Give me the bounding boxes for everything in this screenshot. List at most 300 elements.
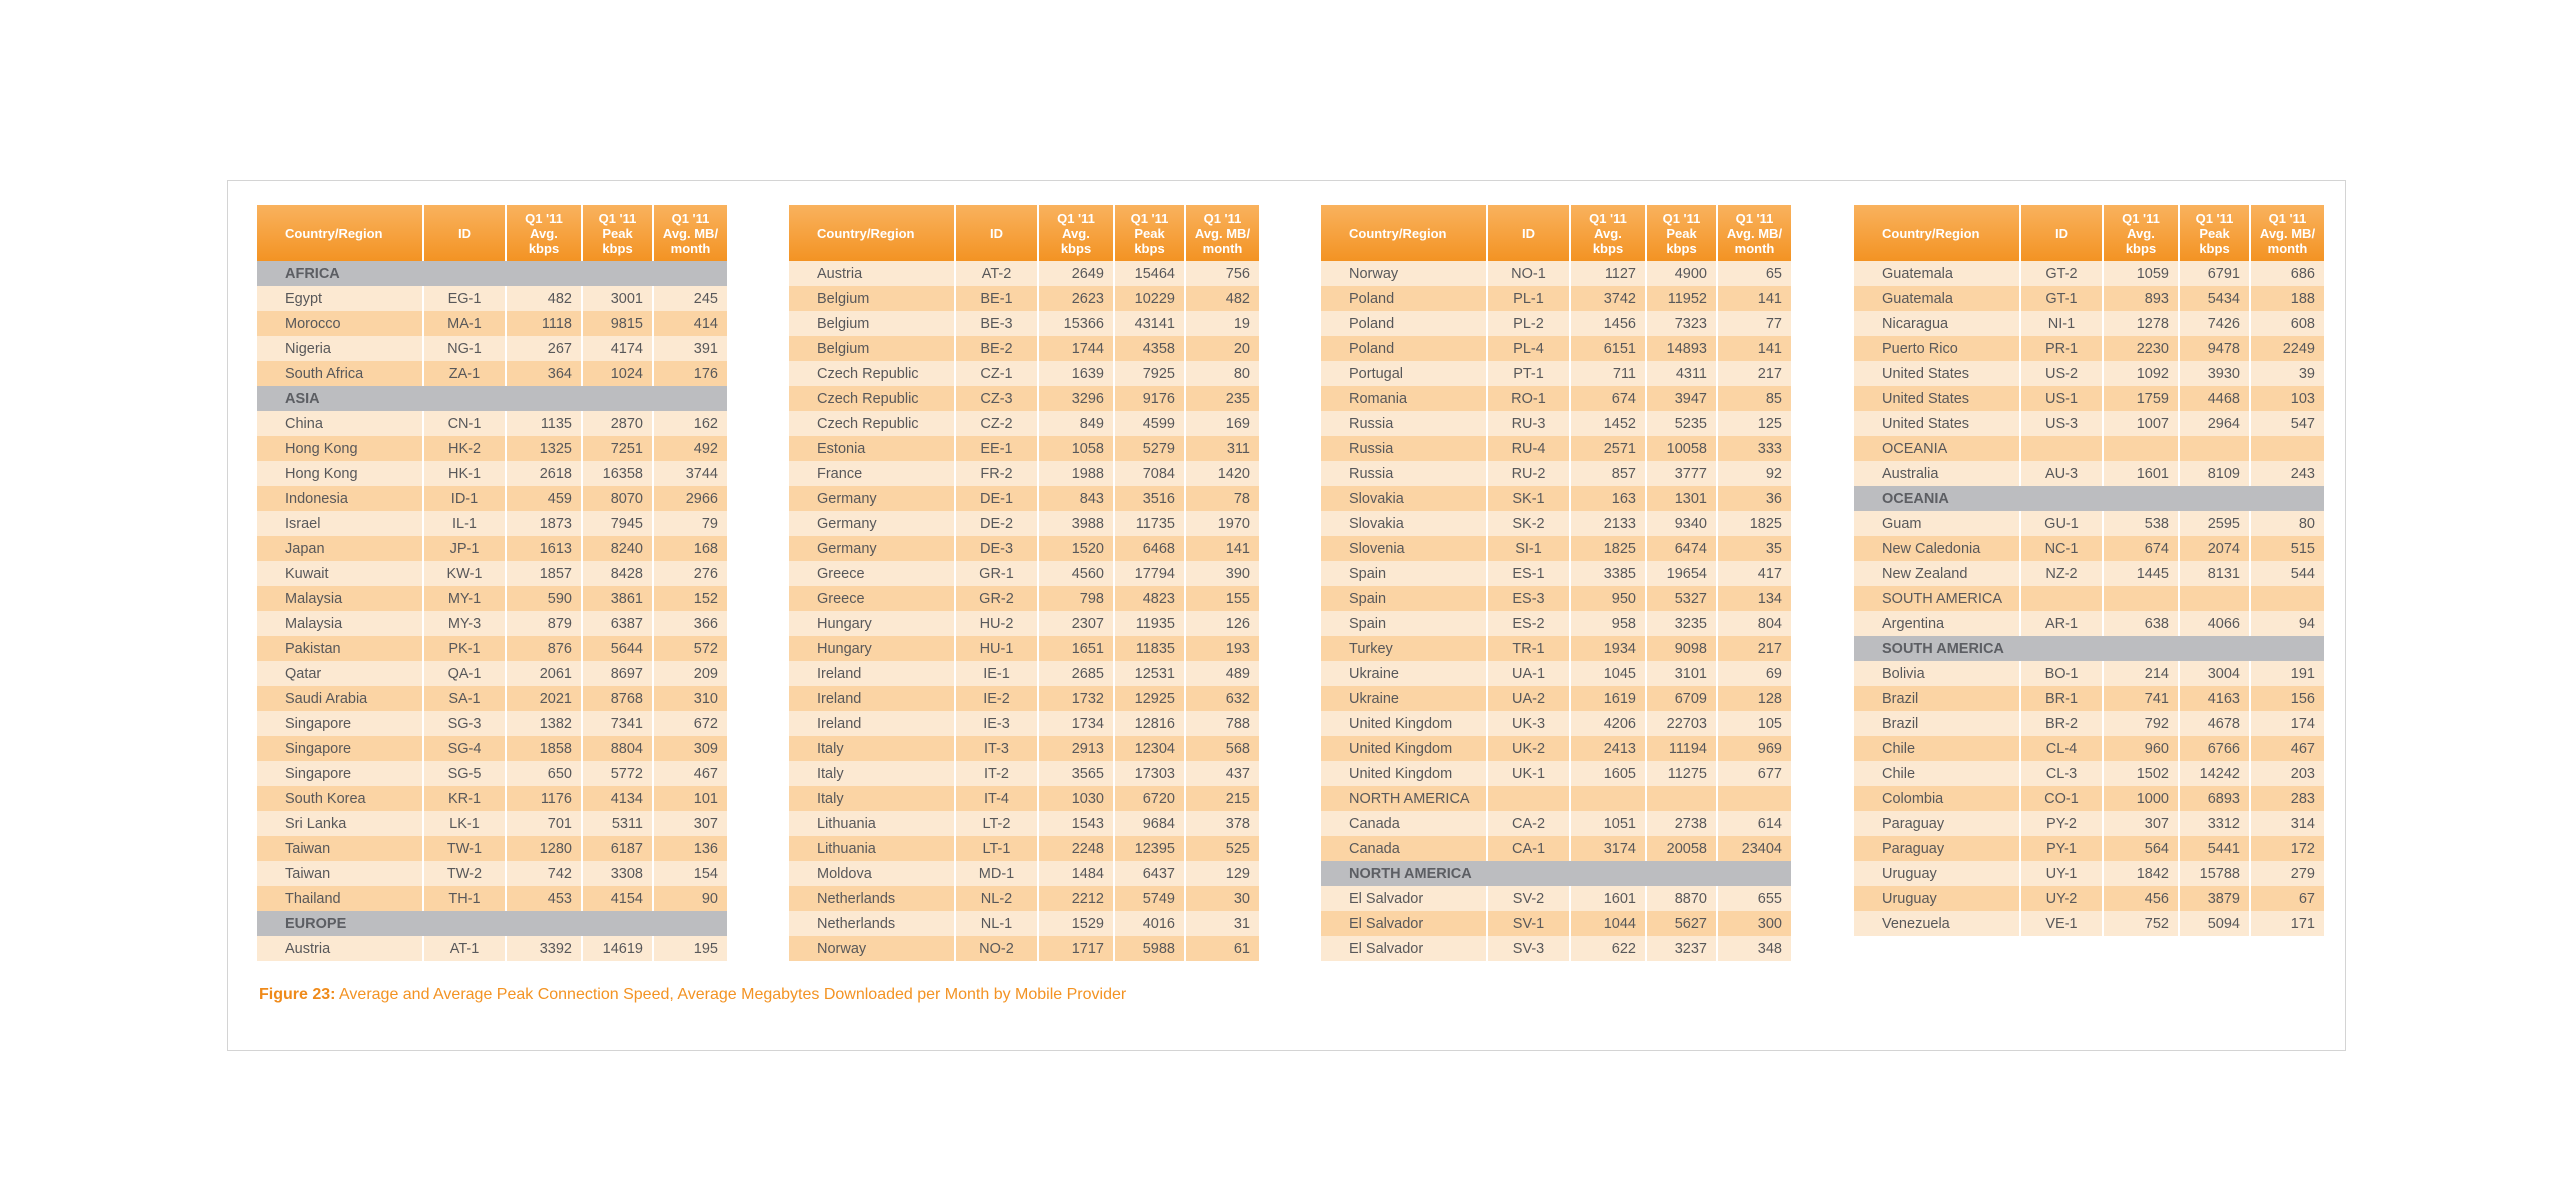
- peak-kbps-cell: 12925: [1114, 686, 1185, 711]
- peak-kbps-cell: 6187: [582, 836, 653, 861]
- country-cell: Indonesia: [257, 486, 423, 511]
- id-cell: UK-2: [1487, 736, 1570, 761]
- table-row: [789, 536, 1259, 561]
- peak-kbps-cell: 3879: [2179, 886, 2250, 911]
- peak-kbps-cell: 5749: [1114, 886, 1185, 911]
- avg-mb-cell: 85: [1717, 386, 1791, 411]
- avg-mb-cell: 125: [1717, 411, 1791, 436]
- id-cell: BR-1: [2020, 686, 2103, 711]
- peak-kbps-cell: 19654: [1646, 561, 1717, 586]
- table-row: [789, 661, 1259, 686]
- id-cell: BE-3: [955, 311, 1038, 336]
- avg-kbps-cell: 1858: [506, 736, 582, 761]
- avg-mb-cell: 188: [2250, 286, 2324, 311]
- country-cell: New Zealand: [1854, 561, 2020, 586]
- avg-mb-cell: 348: [1717, 936, 1791, 961]
- country-cell: Puerto Rico: [1854, 336, 2020, 361]
- table-row: [1321, 786, 1791, 811]
- avg-kbps-cell: 876: [506, 636, 582, 661]
- peak-kbps-cell: 4016: [1114, 911, 1185, 936]
- table-row: [1321, 711, 1791, 736]
- country-cell: Guam: [1854, 511, 2020, 536]
- country-cell: Israel: [257, 511, 423, 536]
- avg-mb-cell: 94: [2250, 611, 2324, 636]
- id-cell: CL-3: [2020, 761, 2103, 786]
- avg-mb-cell: [2250, 586, 2324, 611]
- avg-kbps-cell: 1934: [1570, 636, 1646, 661]
- peak-kbps-cell: 1024: [582, 361, 653, 386]
- id-cell: NG-1: [423, 336, 506, 361]
- table-row: [1321, 461, 1791, 486]
- avg-mb-cell: 19: [1185, 311, 1259, 336]
- id-cell: SV-3: [1487, 936, 1570, 961]
- id-cell: PL-4: [1487, 336, 1570, 361]
- avg-mb-cell: 608: [2250, 311, 2324, 336]
- country-cell: Guatemala: [1854, 286, 2020, 311]
- id-cell: LT-2: [955, 811, 1038, 836]
- avg-kbps-cell: 1605: [1570, 761, 1646, 786]
- avg-kbps-cell: 2230: [2103, 336, 2179, 361]
- header-avg-kbps: Q1 '11 Avg. kbps: [1038, 205, 1114, 261]
- peak-kbps-cell: 9478: [2179, 336, 2250, 361]
- avg-kbps-cell: 1842: [2103, 861, 2179, 886]
- table-row: [257, 361, 727, 386]
- id-cell: GT-2: [2020, 261, 2103, 286]
- peak-kbps-cell: 8768: [582, 686, 653, 711]
- peak-kbps-cell: 3312: [2179, 811, 2250, 836]
- peak-kbps-cell: 5311: [582, 811, 653, 836]
- region-header-row: [1854, 636, 2324, 661]
- id-cell: QA-1: [423, 661, 506, 686]
- avg-mb-cell: 547: [2250, 411, 2324, 436]
- table-row: [1854, 361, 2324, 386]
- country-cell: United States: [1854, 386, 2020, 411]
- avg-kbps-cell: 2307: [1038, 611, 1114, 636]
- country-cell: Italy: [789, 786, 955, 811]
- peak-kbps-cell: 8697: [582, 661, 653, 686]
- avg-kbps-cell: 2649: [1038, 261, 1114, 286]
- avg-kbps-cell: 4206: [1570, 711, 1646, 736]
- country-cell: France: [789, 461, 955, 486]
- country-cell: United States: [1854, 411, 2020, 436]
- peak-kbps-cell: 4134: [582, 786, 653, 811]
- avg-kbps-cell: 6151: [1570, 336, 1646, 361]
- avg-mb-cell: 169: [1185, 411, 1259, 436]
- id-cell: BE-1: [955, 286, 1038, 311]
- avg-kbps-cell: 950: [1570, 586, 1646, 611]
- table-row: [1854, 536, 2324, 561]
- avg-mb-cell: 203: [2250, 761, 2324, 786]
- id-cell: DE-2: [955, 511, 1038, 536]
- table-row: [257, 686, 727, 711]
- country-cell: Russia: [1321, 461, 1487, 486]
- country-cell: Hungary: [789, 636, 955, 661]
- avg-kbps-cell: 2571: [1570, 436, 1646, 461]
- peak-kbps-cell: 7925: [1114, 361, 1185, 386]
- avg-mb-cell: 141: [1185, 536, 1259, 561]
- table-row: [257, 761, 727, 786]
- table-row: [1321, 261, 1791, 286]
- id-cell: LK-1: [423, 811, 506, 836]
- peak-kbps-cell: 2738: [1646, 811, 1717, 836]
- id-cell: MD-1: [955, 861, 1038, 886]
- country-cell: Czech Republic: [789, 386, 955, 411]
- peak-kbps-cell: 20058: [1646, 836, 1717, 861]
- header-peak-kbps: Q1 '11 Peak kbps: [582, 205, 653, 261]
- avg-mb-cell: 78: [1185, 486, 1259, 511]
- avg-kbps-cell: 3174: [1570, 836, 1646, 861]
- region-header-row: [1321, 861, 1791, 886]
- avg-kbps-cell: 1988: [1038, 461, 1114, 486]
- country-cell: Slovakia: [1321, 486, 1487, 511]
- id-cell: US-3: [2020, 411, 2103, 436]
- id-cell: ZA-1: [423, 361, 506, 386]
- country-cell: Argentina: [1854, 611, 2020, 636]
- avg-kbps-cell: 1007: [2103, 411, 2179, 436]
- avg-mb-cell: 35: [1717, 536, 1791, 561]
- avg-mb-cell: 1825: [1717, 511, 1791, 536]
- avg-mb-cell: 414: [653, 311, 727, 336]
- avg-mb-cell: 154: [653, 861, 727, 886]
- avg-kbps-cell: 1127: [1570, 261, 1646, 286]
- avg-mb-cell: 2249: [2250, 336, 2324, 361]
- avg-kbps-cell: 1734: [1038, 711, 1114, 736]
- avg-kbps-cell: 1520: [1038, 536, 1114, 561]
- avg-mb-cell: 105: [1717, 711, 1791, 736]
- id-cell: GR-2: [955, 586, 1038, 611]
- peak-kbps-cell: 12531: [1114, 661, 1185, 686]
- id-cell: BO-1: [2020, 661, 2103, 686]
- avg-kbps-cell: 459: [506, 486, 582, 511]
- avg-mb-cell: 30: [1185, 886, 1259, 911]
- table-row: [1854, 886, 2324, 911]
- peak-kbps-cell: 17303: [1114, 761, 1185, 786]
- id-cell: KR-1: [423, 786, 506, 811]
- id-cell: MY-3: [423, 611, 506, 636]
- table-row: [1321, 686, 1791, 711]
- country-cell: Guatemala: [1854, 261, 2020, 286]
- id-cell: TW-2: [423, 861, 506, 886]
- avg-mb-cell: 217: [1717, 361, 1791, 386]
- id-cell: JP-1: [423, 536, 506, 561]
- country-cell: China: [257, 411, 423, 436]
- table-row: [1321, 586, 1791, 611]
- country-cell: New Caledonia: [1854, 536, 2020, 561]
- peak-kbps-cell: 11194: [1646, 736, 1717, 761]
- avg-kbps-cell: 3385: [1570, 561, 1646, 586]
- table-row: [789, 636, 1259, 661]
- peak-kbps-cell: 12816: [1114, 711, 1185, 736]
- country-cell: Slovakia: [1321, 511, 1487, 536]
- avg-kbps-cell: 1613: [506, 536, 582, 561]
- avg-mb-cell: 156: [2250, 686, 2324, 711]
- id-cell: IE-2: [955, 686, 1038, 711]
- peak-kbps-cell: 4154: [582, 886, 653, 911]
- id-cell: PY-2: [2020, 811, 2103, 836]
- table-row: [257, 611, 727, 636]
- avg-mb-cell: 655: [1717, 886, 1791, 911]
- avg-mb-cell: 92: [1717, 461, 1791, 486]
- id-cell: RU-4: [1487, 436, 1570, 461]
- country-cell: Poland: [1321, 286, 1487, 311]
- country-cell: Canada: [1321, 836, 1487, 861]
- header-row: [1854, 205, 2324, 261]
- table-row: [1854, 461, 2324, 486]
- table-row: [1854, 811, 2324, 836]
- avg-mb-cell: 366: [653, 611, 727, 636]
- avg-mb-cell: 279: [2250, 861, 2324, 886]
- avg-kbps-cell: 650: [506, 761, 582, 786]
- id-cell: TR-1: [1487, 636, 1570, 661]
- avg-mb-cell: 245: [653, 286, 727, 311]
- country-cell: Ukraine: [1321, 661, 1487, 686]
- country-cell: Hong Kong: [257, 436, 423, 461]
- avg-kbps-cell: 163: [1570, 486, 1646, 511]
- id-cell: NC-1: [2020, 536, 2103, 561]
- table-row: [789, 611, 1259, 636]
- avg-kbps-cell: 307: [2103, 811, 2179, 836]
- country-cell: Paraguay: [1854, 836, 2020, 861]
- avg-kbps-cell: 1759: [2103, 386, 2179, 411]
- id-cell: RU-2: [1487, 461, 1570, 486]
- avg-mb-cell: 489: [1185, 661, 1259, 686]
- table-row: [257, 336, 727, 361]
- header-id: ID: [1487, 205, 1570, 261]
- avg-kbps-cell: 2685: [1038, 661, 1114, 686]
- avg-mb-cell: [2250, 436, 2324, 461]
- avg-mb-cell: 969: [1717, 736, 1791, 761]
- avg-mb-cell: 79: [653, 511, 727, 536]
- table-row: [257, 311, 727, 336]
- table-row: [789, 361, 1259, 386]
- peak-kbps-cell: 14893: [1646, 336, 1717, 361]
- avg-mb-cell: 31: [1185, 911, 1259, 936]
- id-cell: SK-1: [1487, 486, 1570, 511]
- avg-mb-cell: 467: [653, 761, 727, 786]
- avg-mb-cell: 515: [2250, 536, 2324, 561]
- peak-kbps-cell: 12395: [1114, 836, 1185, 861]
- avg-kbps-cell: 1502: [2103, 761, 2179, 786]
- avg-mb-cell: 614: [1717, 811, 1791, 836]
- avg-kbps-cell: 2212: [1038, 886, 1114, 911]
- peak-kbps-cell: 6437: [1114, 861, 1185, 886]
- country-cell: United Kingdom: [1321, 761, 1487, 786]
- avg-mb-cell: 162: [653, 411, 727, 436]
- header-id: ID: [955, 205, 1038, 261]
- table-row: [789, 861, 1259, 886]
- peak-kbps-cell: 11935: [1114, 611, 1185, 636]
- id-cell: EE-1: [955, 436, 1038, 461]
- avg-kbps-cell: 1717: [1038, 936, 1114, 961]
- table-row: [789, 811, 1259, 836]
- avg-mb-cell: 3744: [653, 461, 727, 486]
- table-row: [1854, 686, 2324, 711]
- avg-kbps-cell: 741: [2103, 686, 2179, 711]
- avg-kbps-cell: 958: [1570, 611, 1646, 636]
- avg-kbps-cell: 2413: [1570, 736, 1646, 761]
- id-cell: KW-1: [423, 561, 506, 586]
- avg-mb-cell: 217: [1717, 636, 1791, 661]
- peak-kbps-cell: 6387: [582, 611, 653, 636]
- region-header-row: [257, 911, 727, 936]
- id-cell: UA-2: [1487, 686, 1570, 711]
- table-row: [1854, 411, 2324, 436]
- avg-kbps-cell: 2133: [1570, 511, 1646, 536]
- country-cell: United Kingdom: [1321, 736, 1487, 761]
- country-cell: Australia: [1854, 461, 2020, 486]
- peak-kbps-cell: 6468: [1114, 536, 1185, 561]
- peak-kbps-cell: 8070: [582, 486, 653, 511]
- avg-mb-cell: 141: [1717, 336, 1791, 361]
- avg-kbps-cell: 1176: [506, 786, 582, 811]
- country-cell: El Salvador: [1321, 911, 1487, 936]
- peak-kbps-cell: 9815: [582, 311, 653, 336]
- table-row: [789, 836, 1259, 861]
- peak-kbps-cell: 7341: [582, 711, 653, 736]
- table-row: [789, 311, 1259, 336]
- avg-mb-cell: 61: [1185, 936, 1259, 961]
- peak-kbps-cell: 6720: [1114, 786, 1185, 811]
- avg-kbps-cell: 267: [506, 336, 582, 361]
- peak-kbps-cell: 7084: [1114, 461, 1185, 486]
- id-cell: MY-1: [423, 586, 506, 611]
- avg-mb-cell: 155: [1185, 586, 1259, 611]
- peak-kbps-cell: 7426: [2179, 311, 2250, 336]
- country-cell: Brazil: [1854, 686, 2020, 711]
- country-cell: Russia: [1321, 411, 1487, 436]
- avg-mb-cell: 134: [1717, 586, 1791, 611]
- table-row: [1854, 661, 2324, 686]
- avg-mb-cell: 1970: [1185, 511, 1259, 536]
- avg-mb-cell: 788: [1185, 711, 1259, 736]
- country-cell: Kuwait: [257, 561, 423, 586]
- id-cell: SI-1: [1487, 536, 1570, 561]
- country-cell: Thailand: [257, 886, 423, 911]
- avg-mb-cell: 492: [653, 436, 727, 461]
- id-cell: CZ-2: [955, 411, 1038, 436]
- country-cell: OCEANIA: [1854, 436, 2020, 461]
- id-cell: CA-1: [1487, 836, 1570, 861]
- avg-mb-cell: 307: [653, 811, 727, 836]
- country-cell: Malaysia: [257, 586, 423, 611]
- peak-kbps-cell: 9684: [1114, 811, 1185, 836]
- table-row: [257, 636, 727, 661]
- avg-kbps-cell: 674: [2103, 536, 2179, 561]
- peak-kbps-cell: 5772: [582, 761, 653, 786]
- country-cell: Russia: [1321, 436, 1487, 461]
- avg-mb-cell: 128: [1717, 686, 1791, 711]
- avg-mb-cell: 67: [2250, 886, 2324, 911]
- avg-kbps-cell: 1280: [506, 836, 582, 861]
- id-cell: NO-1: [1487, 261, 1570, 286]
- peak-kbps-cell: 11952: [1646, 286, 1717, 311]
- avg-kbps-cell: 482: [506, 286, 582, 311]
- avg-mb-cell: 171: [2250, 911, 2324, 936]
- avg-mb-cell: 417: [1717, 561, 1791, 586]
- avg-kbps-cell: 1744: [1038, 336, 1114, 361]
- id-cell: ES-1: [1487, 561, 1570, 586]
- country-cell: Spain: [1321, 611, 1487, 636]
- avg-kbps-cell: 1452: [1570, 411, 1646, 436]
- avg-kbps-cell: 1601: [2103, 461, 2179, 486]
- table-row: [1854, 386, 2324, 411]
- country-cell: Lithuania: [789, 811, 955, 836]
- avg-mb-cell: 168: [653, 536, 727, 561]
- table-row: [1854, 586, 2324, 611]
- country-cell: Singapore: [257, 736, 423, 761]
- id-cell: UK-3: [1487, 711, 1570, 736]
- avg-mb-cell: 378: [1185, 811, 1259, 836]
- peak-kbps-cell: 5627: [1646, 911, 1717, 936]
- country-cell: Austria: [257, 936, 423, 961]
- peak-kbps-cell: 4900: [1646, 261, 1717, 286]
- table-row: [789, 761, 1259, 786]
- id-cell: FR-2: [955, 461, 1038, 486]
- id-cell: CZ-1: [955, 361, 1038, 386]
- id-cell: SV-2: [1487, 886, 1570, 911]
- country-cell: Hungary: [789, 611, 955, 636]
- country-cell: SOUTH AMERICA: [1854, 586, 2020, 611]
- avg-mb-cell: 80: [1185, 361, 1259, 386]
- peak-kbps-cell: [1646, 786, 1717, 811]
- peak-kbps-cell: 3516: [1114, 486, 1185, 511]
- table-row: [1854, 336, 2324, 361]
- peak-kbps-cell: 8870: [1646, 886, 1717, 911]
- peak-kbps-cell: 9098: [1646, 636, 1717, 661]
- header-id: ID: [423, 205, 506, 261]
- country-cell: Singapore: [257, 761, 423, 786]
- table-row: [1854, 511, 2324, 536]
- country-cell: El Salvador: [1321, 936, 1487, 961]
- avg-kbps-cell: 1058: [1038, 436, 1114, 461]
- peak-kbps-cell: 5434: [2179, 286, 2250, 311]
- id-cell: AT-1: [423, 936, 506, 961]
- table-row: [1854, 286, 2324, 311]
- avg-mb-cell: 677: [1717, 761, 1791, 786]
- table-row: [1321, 311, 1791, 336]
- avg-mb-cell: 103: [2250, 386, 2324, 411]
- header-avg-kbps: Q1 '11 Avg. kbps: [506, 205, 582, 261]
- country-cell: Romania: [1321, 386, 1487, 411]
- avg-kbps-cell: 1619: [1570, 686, 1646, 711]
- header-row: [257, 205, 727, 261]
- avg-kbps-cell: 538: [2103, 511, 2179, 536]
- table-row: [789, 786, 1259, 811]
- country-cell: Taiwan: [257, 861, 423, 886]
- header-country-region: Country/Region: [789, 205, 955, 261]
- country-cell: Japan: [257, 536, 423, 561]
- avg-kbps-cell: [2103, 586, 2179, 611]
- table-row: [257, 886, 727, 911]
- avg-mb-cell: 391: [653, 336, 727, 361]
- caption-text: Average and Average Peak Connection Speed, Average Megabytes Downloaded per Month by Mobile Provider: [339, 986, 1127, 1003]
- avg-kbps-cell: [1570, 786, 1646, 811]
- avg-kbps-cell: 752: [2103, 911, 2179, 936]
- avg-kbps-cell: 1445: [2103, 561, 2179, 586]
- peak-kbps-cell: 10229: [1114, 286, 1185, 311]
- header-country-region: Country/Region: [1321, 205, 1487, 261]
- avg-kbps-cell: 1092: [2103, 361, 2179, 386]
- peak-kbps-cell: 4358: [1114, 336, 1185, 361]
- peak-kbps-cell: 5988: [1114, 936, 1185, 961]
- table-row: [1321, 911, 1791, 936]
- avg-kbps-cell: 1000: [2103, 786, 2179, 811]
- table-row: [1854, 761, 2324, 786]
- header-avg-mb-month: Q1 '11 Avg. MB/ month: [1717, 205, 1791, 261]
- peak-kbps-cell: 9176: [1114, 386, 1185, 411]
- peak-kbps-cell: 14242: [2179, 761, 2250, 786]
- table-row: [789, 411, 1259, 436]
